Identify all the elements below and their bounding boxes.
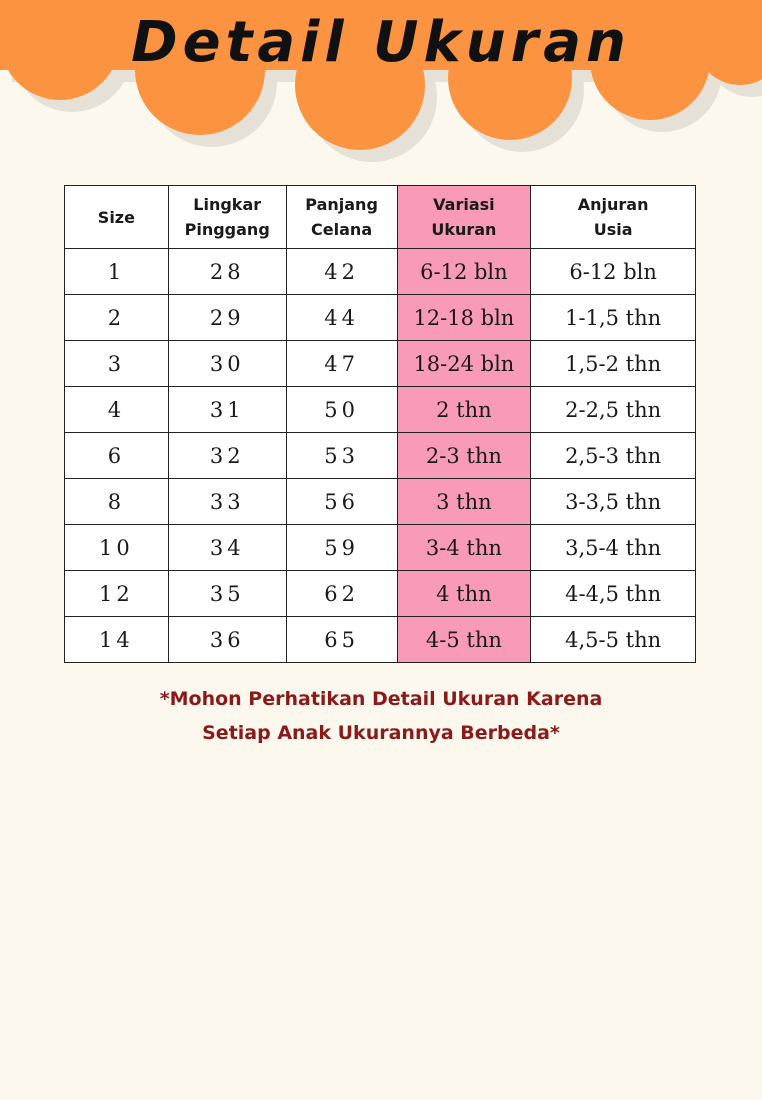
cell-panjang-celana: 44	[286, 295, 397, 341]
cell-size: 4	[65, 387, 169, 433]
cell-panjang-celana: 42	[286, 249, 397, 295]
cell-panjang-celana: 62	[286, 571, 397, 617]
cell-variasi-ukuran: 2-3 thn	[397, 433, 531, 479]
table-row	[65, 295, 696, 341]
header-anjuran-usia: Anjuran Usia	[531, 186, 696, 249]
cell-lingkar-pinggang: 32	[168, 433, 286, 479]
table-row	[65, 479, 696, 525]
cell-panjang-celana: 50	[286, 387, 397, 433]
cell-panjang-celana: 65	[286, 617, 397, 663]
size-table	[64, 185, 696, 663]
cell-variasi-ukuran: 6-12 bln	[397, 249, 531, 295]
cell-variasi-ukuran: 2 thn	[397, 387, 531, 433]
cell-size: 14	[65, 617, 169, 663]
table-row	[65, 525, 696, 571]
table-row	[65, 617, 696, 663]
table-row	[65, 249, 696, 295]
note-line-2: Setiap Anak Ukurannya Berbeda*	[202, 722, 560, 744]
cell-panjang-celana: 53	[286, 433, 397, 479]
cell-lingkar-pinggang: 35	[168, 571, 286, 617]
cell-panjang-celana: 59	[286, 525, 397, 571]
cell-variasi-ukuran: 4-5 thn	[397, 617, 531, 663]
cell-anjuran-usia: 6-12 bln	[531, 249, 696, 295]
table-header-row	[65, 186, 696, 249]
note-line-1: *Mohon Perhatikan Detail Ukuran Karena	[159, 688, 603, 710]
cell-lingkar-pinggang: 36	[168, 617, 286, 663]
cell-lingkar-pinggang: 29	[168, 295, 286, 341]
cell-anjuran-usia: 1-1,5 thn	[531, 295, 696, 341]
cell-size: 8	[65, 479, 169, 525]
header-size: Size	[65, 186, 169, 249]
cell-anjuran-usia: 4-4,5 thn	[531, 571, 696, 617]
cell-anjuran-usia: 2-2,5 thn	[531, 387, 696, 433]
header-lingkar-pinggang: Lingkar Pinggang	[168, 186, 286, 249]
cell-anjuran-usia: 4,5-5 thn	[531, 617, 696, 663]
cell-panjang-celana: 56	[286, 479, 397, 525]
table-row	[65, 433, 696, 479]
cell-size: 1	[65, 249, 169, 295]
cell-size: 12	[65, 571, 169, 617]
header-panjang-celana: Panjang Celana	[286, 186, 397, 249]
cell-variasi-ukuran: 4 thn	[397, 571, 531, 617]
cell-anjuran-usia: 1,5-2 thn	[531, 341, 696, 387]
cell-panjang-celana: 47	[286, 341, 397, 387]
cell-variasi-ukuran: 12-18 bln	[397, 295, 531, 341]
table-row	[65, 387, 696, 433]
cell-lingkar-pinggang: 34	[168, 525, 286, 571]
cell-lingkar-pinggang: 28	[168, 249, 286, 295]
cell-variasi-ukuran: 3-4 thn	[397, 525, 531, 571]
cell-anjuran-usia: 2,5-3 thn	[531, 433, 696, 479]
cell-variasi-ukuran: 3 thn	[397, 479, 531, 525]
cell-lingkar-pinggang: 30	[168, 341, 286, 387]
size-note	[0, 682, 762, 750]
cell-lingkar-pinggang: 31	[168, 387, 286, 433]
cell-size: 2	[65, 295, 169, 341]
cell-size: 10	[65, 525, 169, 571]
page-title: Detail Ukuran	[131, 10, 631, 75]
cell-size: 6	[65, 433, 169, 479]
cell-variasi-ukuran: 18-24 bln	[397, 341, 531, 387]
cell-lingkar-pinggang: 33	[168, 479, 286, 525]
table-row	[65, 341, 696, 387]
header-variasi-ukuran: Variasi Ukuran	[397, 186, 531, 249]
cell-size: 3	[65, 341, 169, 387]
cell-anjuran-usia: 3-3,5 thn	[531, 479, 696, 525]
table-row	[65, 571, 696, 617]
cell-anjuran-usia: 3,5-4 thn	[531, 525, 696, 571]
